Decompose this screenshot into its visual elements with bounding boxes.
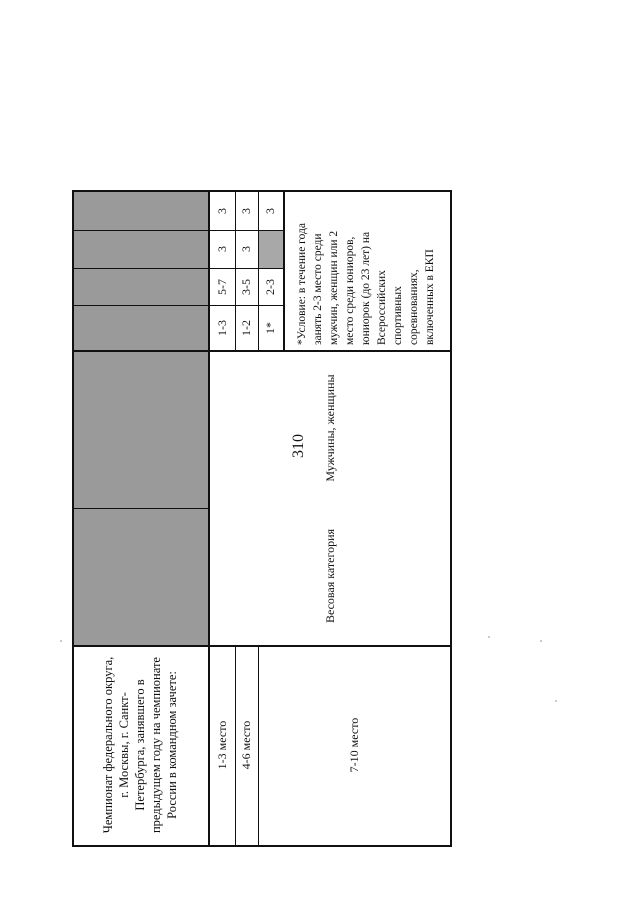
cell-r1-c2: 5-7 bbox=[215, 279, 229, 295]
condition-note bbox=[294, 195, 438, 345]
redacted-block-weight bbox=[73, 508, 208, 645]
cell-r3-c1: 1* bbox=[263, 322, 277, 334]
header-main-line: г. Москвы, г. Санкт- bbox=[117, 692, 131, 798]
condition-note-line: *Условие: в течение года bbox=[296, 223, 308, 345]
cell-r1-c3: 3 bbox=[215, 246, 229, 252]
cell-r3-c4: 3 bbox=[263, 208, 277, 214]
scan-speck bbox=[540, 640, 542, 642]
header-main-line: Чемпионат федерального округа, bbox=[101, 656, 115, 834]
cell-r2-c1: 1-2 bbox=[239, 320, 253, 336]
header-main bbox=[100, 655, 180, 835]
redacted-block-top-right bbox=[73, 190, 208, 350]
cell-r3-c2: 2-3 bbox=[263, 279, 277, 295]
condition-note-line: занять 2-3 место среди bbox=[312, 233, 324, 345]
scan-speck bbox=[488, 636, 490, 638]
condition-note-line: мужчин, женщин или 2 bbox=[328, 230, 340, 345]
row-place-1: 1-3 место bbox=[215, 720, 229, 770]
condition-note-line: спортивных bbox=[392, 286, 404, 345]
redacted-cell-empty bbox=[258, 230, 283, 268]
header-main-line: предыдущем году на чемпионате bbox=[149, 657, 163, 834]
cell-r2-c3: 3 bbox=[239, 246, 253, 252]
cell-r2-c2: 3-5 bbox=[239, 279, 253, 295]
cell-r1-c4: 3 bbox=[215, 208, 229, 214]
scan-speck bbox=[555, 700, 557, 702]
header-gender: Мужчины, женщины bbox=[323, 374, 337, 482]
scan-speck bbox=[60, 640, 62, 642]
row-place-3: 7-10 место bbox=[347, 717, 361, 773]
cell-r2-c4: 3 bbox=[239, 208, 253, 214]
cell-r1-c1: 1-3 bbox=[215, 320, 229, 336]
redacted-block-gender bbox=[73, 350, 208, 508]
condition-note-line: включенных в ЕКП bbox=[424, 249, 436, 345]
condition-note-line: место среди юниоров, bbox=[344, 236, 356, 345]
row-place-2: 4-6 место bbox=[239, 720, 253, 770]
condition-note-line: соревнованиях, bbox=[408, 269, 420, 345]
header-weight: Весовая категория bbox=[323, 528, 337, 624]
condition-note-line: юниорок (до 23 лет) на bbox=[360, 231, 372, 345]
page-number: 310 bbox=[290, 434, 307, 458]
condition-note-line: Всероссийских bbox=[376, 270, 388, 345]
header-main-line: России в командном зачете: bbox=[165, 671, 179, 819]
header-main-line: Петербурга, занявшего в bbox=[133, 679, 147, 811]
